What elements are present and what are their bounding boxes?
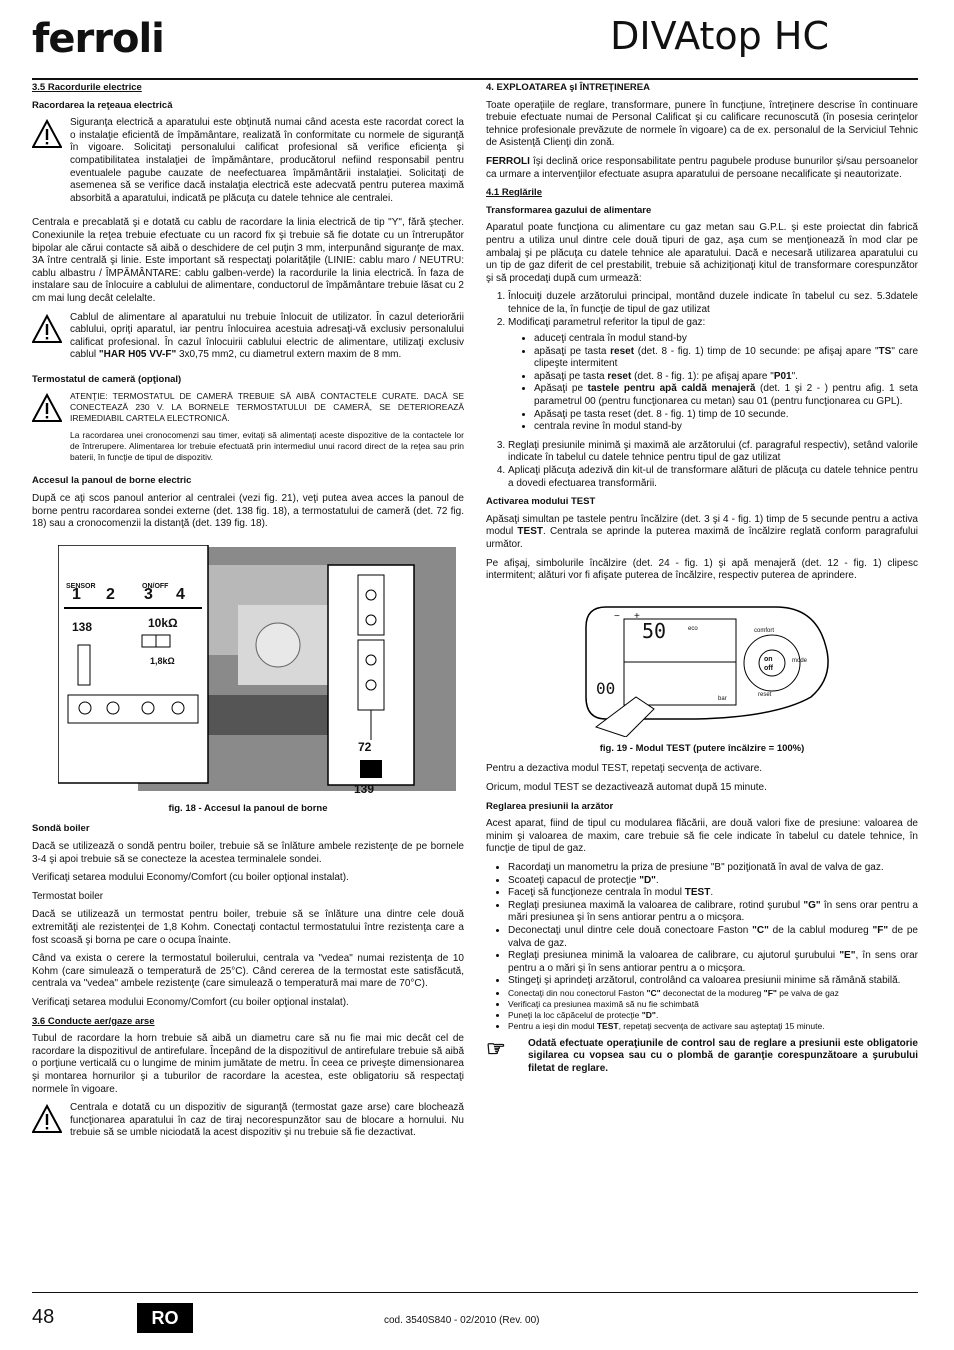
brand-logo: ferroli <box>32 16 164 62</box>
detail-72-label: 72 <box>358 739 372 754</box>
warning-text: Cablul de alimentare al aparatului nu trebuie înlocuit de utilizator. În cazul deteriorării cablului, opriţi aparatul, iar pentru înlocuirea acestuia adresaţi-vă exclusiv personalului calificat profesional. În cazul înlocuirii cablului electric de alimentare, utilizaţi exclusiv cablul "HAR H05 VV-F" 3x0,75 mm2, cu diametrul extern maxim de 8 mm. <box>70 311 464 361</box>
list-item: • Racordaţi un manometru la priza de presiune "B" poziţionată în aval de valva de gaz. <box>508 862 918 875</box>
warning-icon <box>32 393 62 423</box>
list-item: • Faceţi să funcţioneze centrala în modul TEST. <box>508 887 918 900</box>
language-badge: RO <box>137 1303 193 1333</box>
section-3-5-title: 3.5 Racordurile electrice <box>32 82 142 93</box>
paragraph: Pe afişaj, simbolurile încălzire (det. 24 - fig. 1) şi apă menajeră (det. 12 - fig. 1) clipesc intermitent; alături vor fi afişate puterea de încălzire, respectiv puterea de aprindere. <box>486 557 918 582</box>
paragraph: Centrala e precablată şi e dotată cu cablu de racordare la linia electrică de tip "Y", fără ştecher. Conexiunile la reţea trebuie efectuate cu un racord fix şi trebuie să fie dotate cu un întrerupător bipolar ale cărui contacte să aibă o deschidere de cel puţin 3 mm, interpunând siguranţe de max. 3A între centrală şi linie. Este important să respectaţi polarităţile (LINIE: cablu maro / NEUTRU: cablu albastru / ÎMPĂMÂNTARE: cablu galben-verde) la racordurile la linia electrică. În faza de instalare sau de înlocuire a cablului de alimentare, conductorul de împământare trebuie lăsat cu 2 cm mai lung decât celelalte. <box>32 217 464 304</box>
reset-button[interactable]: reset <box>758 691 772 698</box>
off-label[interactable]: off <box>764 664 773 672</box>
list-item: • Reglaţi presiunea minimă la valoarea de calibrare, cu ajutorul şurubului "E", în sens orar pentru a o mări şi în sens antiorar pentru a o micşora. <box>508 950 918 975</box>
paragraph: Aparatul poate funcţiona cu alimentare cu gaz metan sau G.P.L. şi este proiectat din fabrică pentru a utiliza unul dintre cele două tipuri de gaz, aşa cum se menţionează în mod clar pe ambalaj şi pe plăcuţa cu datele tehnice ale aparatului. Dacă e necesară utilizarea aparatului cu un tip de gaz diferit de cel prestabilit, trebuie să achiziţionaţi kitul de transformare corespunzător şi să procedaţi după cum urmează: <box>486 222 918 284</box>
note-text: Odată efectuate operaţiunile de control sau de reglare a presiunii este obligatorie sigilarea cu vopsea sau cu o plombă de garanţie corespunzătoare a şurubului filetat de reglare. <box>528 1037 918 1075</box>
list-item: • Pentru a ieşi din modul TEST, repetaţi secvenţa de activare sau aşteptaţi 15 minute. <box>508 1021 918 1032</box>
list-item: • Scoateţi capacul de protecţie "D". <box>508 875 918 888</box>
paragraph: Verificaţi setarea modului Economy/Comfort (cu boiler opţional instalat). <box>32 872 349 884</box>
warning-text: Centrala e dotată cu un dispozitiv de siguranţă (termostat gaze arse) care blochează funcţionarea aparatului în caz de tiraj necorespunzător sau de blocare a hornului. Nu trebuie să se umble niciodată la acest dispozitiv şi nu trebuie să fie dezactivat. <box>70 1102 464 1139</box>
paragraph: Apăsaţi simultan pe tastele pentru încălzire (det. 3 şi 4 - fig. 1) timp de 5 secunde pentru a activa modul TEST. Centrala se aprinde la puterea maximă de încălzire reglată conform paragrafului următor. <box>486 513 919 550</box>
section-3-6-title: 3.6 Conducte aer/gaze arse <box>32 1015 155 1027</box>
list-item: • Conectaţi din nou conectorul Faston "C" deconectat de la modureg "F" pe valva de gaz <box>508 988 918 999</box>
bar-label: bar <box>718 695 727 702</box>
list-item: • apăsaţi pe tasta reset (det. 8 - fig. 1): pe afişaj apare "P01". <box>534 371 918 384</box>
gas-steps-list <box>486 291 918 490</box>
list-item: • aduceţi centrala în modul stand-by <box>534 333 918 346</box>
header-rule <box>32 78 918 80</box>
warning-block <box>32 391 464 469</box>
thermostat-title: Termostatul de cameră (opţional) <box>32 373 182 385</box>
pointing-hand-icon: ☞ <box>486 1035 506 1061</box>
warning-icon <box>32 1104 62 1134</box>
warning-icon <box>32 314 62 344</box>
terminal-board-diagram <box>58 545 458 795</box>
paragraph: Oricum, modul TEST se dezactivează automat după 15 minute. <box>486 781 767 793</box>
detail-139-label: 139 <box>354 781 375 796</box>
list-item: 3. Reglaţi presiunile minimă şi maximă ale arzătorului (cf. paragraful respectiv), setând valorile indicate în tabelul cu datele tehnice pentru tipul de gaz utilizat <box>508 440 918 465</box>
terminal-1-label: 1 <box>72 585 81 603</box>
onoff-label: ON/OFF <box>142 582 169 590</box>
display-dhw-value: 00 <box>596 678 616 698</box>
warning-text: ATENŢIE: TERMOSTATUL DE CAMERĂ TREBUIE SĂ AIBĂ CONTACTELE CURATE. DACĂ SE CONECTEAZĂ 230 V. LA BORNELE TERMOSTATULUI DE CAMERĂ, SE DETERIOREAZĂ IREMEDIABIL CARTELA ELECTRONICĂ. <box>70 391 464 424</box>
boiler-probe-title: Sondă boiler <box>32 823 90 835</box>
paragraph: Dacă se utilizează un termostat pentru boiler, trebuie să se înlăture una dintre cele două extremităţi ale rezistenţei de 1,8 Kohm. Conectaţi contactul termostatului între rezistenţa care a fost scoasă şi borna pe care o ocupa înainte. <box>32 909 464 946</box>
test-mode-title: Activarea modului TEST <box>486 496 596 508</box>
section-4-title: 4. EXPLOATAREA şI ÎNTREŢINEREA <box>486 82 650 93</box>
list-item: • Stingeţi şi aprindeţi arzătorul, controlând ca valoarea presiunii minime să rămână stabilă. <box>508 975 918 988</box>
sensor-label: SENSOR <box>66 582 96 590</box>
paragraph: FERROLI îşi declină orice responsabilitate pentru pagubele produse bunurilor şi/sau persoanelor ca urmare a intervenţiilor efectuate asupra aparatului de persoane necalificate şi neautorizate. <box>486 155 918 180</box>
list-item: 2. Modificaţi parametrul referitor la tipul de gaz: • aduceţi centrala în modul stand-by • apăsaţi pe tasta reset (det. 8 - fig. 1) timp de 10 secunde: pe afişaj apare "TS" care clipeşte intermitent • apăsaţi pe tasta reset (det. 8 - fig. 1): pe afişaj apare "P01". • Apăsaţi pe tastele pentru apă caldă menajeră (det. 1 şi 2 - ) pentru afig. 1 seta parametrul 00 (pentru funcţionarea cu metan) sau 01 (pentru funcţionarea cu GPL). • Apăsaţi pe tasta reset (det. 8 - fig. 1) timp de 10 secunde. • centrala revine în modul stand-by <box>508 317 918 434</box>
warning-icon <box>32 119 62 149</box>
access-title: Accesul la panoul de borne electric <box>32 475 192 487</box>
warning-text: Siguranţa electrică a aparatului este obţinută numai când acesta este racordat corect la o instalaţie eficientă de împământare, realizată în conformitate cu normele de siguranţă în vigoare. Solicitaţi personalului calificat profesional să verifice eficienţa şi compatibilitatea instalaţiei de împământare, producătorul nefiind responsabil pentru eventualele pagube cauzate de neefectuarea împământării instalaţiei. Solicitaţi de asemenea să se verifice dacă instalaţia electrică este adecvată pentru puterea maximă absorbită a aparatului, indicată pe plăcuţa cu datele tehnice ale centralei. <box>70 117 464 204</box>
important-note <box>486 1035 918 1082</box>
paragraph: Pentru a dezactiva modul TEST, repetaţi secvenţa de activare. <box>486 763 763 775</box>
terminal-2-label: 2 <box>106 585 115 603</box>
gas-conversion-title: Transformarea gazului de alimentare <box>486 204 652 216</box>
right-column <box>486 82 918 1082</box>
pressure-steps-list <box>486 862 918 1032</box>
list-item: • Apăsaţi pe tasta reset (det. 8 - fig. 1) timp de 10 secunde. <box>534 409 918 422</box>
pressure-title: Reglarea presiunii la arzător <box>486 800 614 812</box>
on-label[interactable]: on <box>764 655 773 663</box>
list-item: 4. Aplicaţi plăcuţa adezivă din kit-ul de transformare alături de plăcuţa cu datele tehnice pentru a dovedi efectuarea transformării. <box>508 465 918 490</box>
terminal-4-label: 4 <box>176 585 185 603</box>
paragraph: Verificaţi setarea modului Economy/Comfort (cu boiler opţional instalat). <box>32 996 349 1008</box>
boiler-thermostat-title: Termostat boiler <box>32 890 104 902</box>
list-item: • apăsaţi pe tasta reset (det. 8 - fig. 1) timp de 10 secunde: pe afişaj apare "TS" care clipeşte intermitent <box>534 346 918 371</box>
note-text: La racordarea unei cronocomenzi sau timer, evitaţi să alimentaţi aceste dispozitive de la contactele lor de întrerupere. Alimentarea lor trebuie efectuată prin intermediul unui racord direct de la reţea sau prin baterii, în funcţie de tipul de dispozitiv. <box>70 430 464 463</box>
terminal-3-label: 3 <box>144 585 153 603</box>
page-number: 48 <box>32 1306 55 1328</box>
detail-138-label: 138 <box>72 619 93 634</box>
footer-rule <box>32 1292 918 1293</box>
eco-label: eco <box>688 625 698 632</box>
paragraph: Tubul de racordare la horn trebuie să aibă un diametru care să nu fie mai mic decât cel de racordare la dispozitivul de antirefulare. Începând de la dispozitivul de antirefulare trebuie să aibă o porţiune verticală cu o lungime de minim jumătate de metru. În ceea ce priveşte dimensionarea şi montarea hornurilor şi a tuburilor de racordare la acestea, este obligatoriu să respectaţi normele în vigoare. <box>32 1033 464 1095</box>
plus-button[interactable]: + <box>634 610 640 622</box>
paragraph: Acest aparat, fiind de tipul cu modularea flăcării, are două valori fixe de presiune: valoarea de minim şi valoarea de maxim, care trebuie să fie cele indicate în tabelul cu datele tehnice, în funcţie de tipul de gaz. <box>486 818 918 855</box>
list-item: 1. Înlocuiţi duzele arzătorului principal, montând duzele indicate în tabelul cu sez. 5.3datele tehnice de la, în funcţie de tipul de gaz utilizat <box>508 291 918 316</box>
figure-18-caption: fig. 18 - Accesul la panoul de borne <box>168 802 328 814</box>
figure-18 <box>58 545 458 795</box>
paragraph: Când va exista o cerere la termostatul boilerului, centrala va "vedea" numai rezistenţa de 10 Kohm (care simulează o temperatură de 25°C). Când cererea de la termostat este satisfăcută, centrala va "vedea" ambele rezistenţe (care simulează o temperatură mai mare de 70°C). <box>32 953 464 990</box>
section-3-5-subtitle: Racordarea la reţeaua electrică <box>32 99 173 111</box>
model-title: DIVAtop HC <box>610 14 829 58</box>
list-item: • Verificaţi ca presiunea maximă să nu fie schimbată <box>508 999 918 1010</box>
list-item: • Puneţi la loc căpăcelul de protecţie "D". <box>508 1010 918 1021</box>
warning-block <box>32 312 464 368</box>
resistor-1-8k-label: 1,8kΩ <box>150 655 175 666</box>
list-item: • Reglaţi presiunea maximă la valoarea de calibrare, rotind şurubul "G" în sens orar pentru a mări presiunea şi în sens antiorar pentru a o micşora. <box>508 900 918 925</box>
comfort-label: comfort <box>754 627 775 634</box>
left-column <box>32 82 464 1152</box>
document-code: cod. 3540S840 - 02/2010 (Rev. 00) <box>384 1315 540 1326</box>
paragraph: După ce aţi scos panoul anterior al centralei (vezi fig. 21), veţi putea avea acces la panoul de borne pentru racordarea sondei externe (det. 138 fig. 18), a termostatului de cameră (det. 72 fig. 18) sau a cronocomenzii la distanţă (det. 139 fig. 18). <box>32 493 464 530</box>
paragraph: Dacă se utilizează o sondă pentru boiler, trebuie să se înlăture ambele rezistenţe de pe bornele 3-4 şi apoi trebuie să se conecteze la acestea terminalele sondei. <box>32 841 464 865</box>
mode-button[interactable]: mode <box>792 657 808 664</box>
warning-block <box>32 117 464 211</box>
resistor-10k-label: 10kΩ <box>148 615 178 630</box>
section-4-1-title: 4.1 Reglările <box>486 187 542 199</box>
list-item: • centrala revine în modul stand-by <box>534 421 918 434</box>
list-item: • Deconectaţi unul dintre cele două conectoare Faston "C" de la cablul modureg "F" de pe valva de gaz. <box>508 925 918 950</box>
display-heating-value: 50 <box>642 618 667 643</box>
figure-19-caption: fig. 19 - Modul TEST (putere încălzire = 100%) <box>599 742 805 754</box>
figure-19 <box>576 597 846 737</box>
paragraph: Toate operaţiile de reglare, transformare, punere în funcţiune, întreţinere descrise în continuare trebuie efectuate numai de Personal Calificat şi cu calificare recunoscută (în posesia cerinţelor tehnice profesionale prevăzute de normele în vigoare) ca de ex. personalul de la Serviciul Tehnic de Asistenţă Clienţi din zonă. <box>486 99 918 149</box>
warning-block <box>32 1102 464 1146</box>
list-item: • Apăsaţi pe tastele pentru apă caldă menajeră (det. 1 şi 2 - ) pentru afig. 1 seta parametrul 00 (pentru funcţionarea cu metan) sau 01 (pentru funcţionarea cu GPL). <box>534 383 918 408</box>
minus-button[interactable]: − <box>614 610 620 622</box>
